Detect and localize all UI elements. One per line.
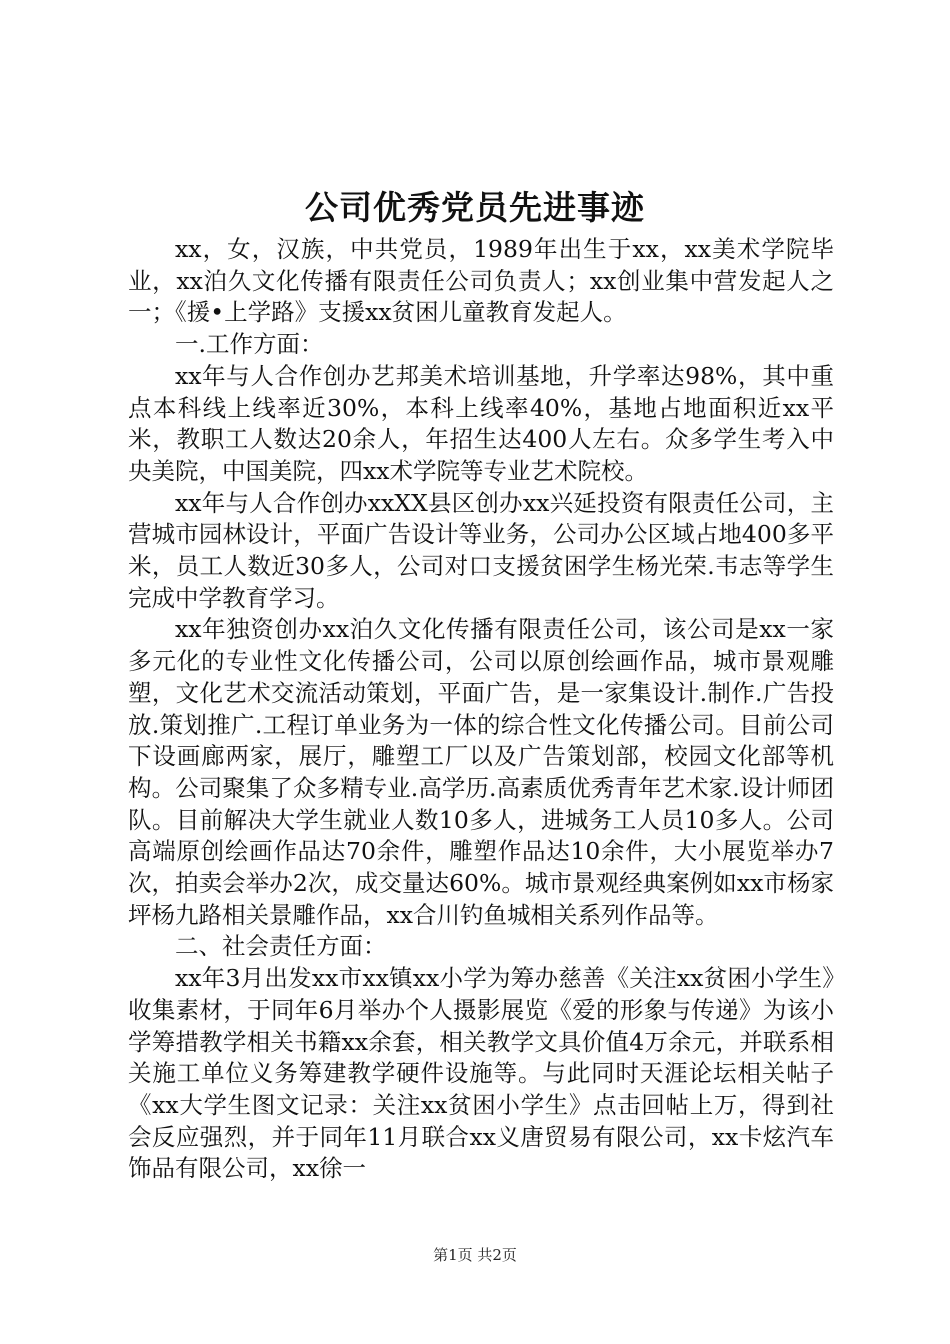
document-title: 公司优秀党员先进事迹 — [305, 188, 645, 227]
paragraph-culture-company: xx年独资创办xx泊久文化传播有限责任公司，该公司是xx一家多元化的专业性文化传播公司，公司以原创绘画作品，城市景观雕塑，文化艺术交流活动策划，平面广告，是一家集设计.制作.广告投放.策划推广.工程订单业务为一体的综合性文化传播公司。目前公司下设画廊两家，展厅，雕塑工厂以及广告策划部，校园文化部等机构。公司聚集了众多精专业.高学历.高素质优秀青年艺术家.设计师团队。目前解决大学生就业人数10多人，进城务工人员10多人。公司高端原创绘画作品达70余件，雕塑作品达10余件，大小展览举办7次，拍卖会举办2次，成交量达60%。城市景观经典案例如xx市杨家坪杨九路相关景雕作品，xx合川钓鱼城相关系列作品等。 — [128, 615, 834, 929]
paragraph-art-training-base: xx年与人合作创办艺邦美术培训基地，升学率达98%，其中重点本科线上线率近30%，本科上线率40%，基地占地面积近xx平米，教职工人数达20余人，年招生达400人左右。众多学生考入中央美院，中国美院，四xx术学院等专业艺术院校。 — [128, 361, 834, 485]
paragraph-investment-company: xx年与人合作创办xxXX县区创办xx兴延投资有限责任公司，主营城市园林设计，平面广告设计等业务，公司办公区域占地400多平米，员工人数近30多人，公司对口支援贫困学生杨光荣.韦志等学生完成中学教育学习。 — [128, 488, 834, 612]
page-number-footer: 第1页 共2页 — [433, 1246, 517, 1264]
paragraph-charity: xx年3月出发xx市xx镇xx小学为筹办慈善《关注xx贫困小学生》收集素材，于同年6月举办个人摄影展览《爱的形象与传递》为该小学筹措教学相关书籍xx余套，相关教学文具价值4万余元，并联系相关施工单位义务筹建教学硬件设施等。与此同时天涯论坛相关帖子《xx大学生图文记录：关注xx贫困小学生》点击回帖上万，得到社会反应强烈，并于同年11月联合xx义唐贸易有限公司，xx卡炫汽车饰品有限公司，xx徐一 — [128, 964, 834, 1183]
paragraph-intro: xx，女，汉族，中共党员，1989年出生于xx，xx美术学院毕业，xx泊久文化传播有限责任公司负责人；xx创业集中营发起人之一；《援•上学路》支援xx贫困儿童教育发起人。 — [128, 235, 834, 327]
section-heading-social: 二、社会责任方面： — [175, 932, 387, 961]
document-body — [128, 234, 834, 1185]
section-heading-work: 一.工作方面： — [175, 330, 324, 359]
